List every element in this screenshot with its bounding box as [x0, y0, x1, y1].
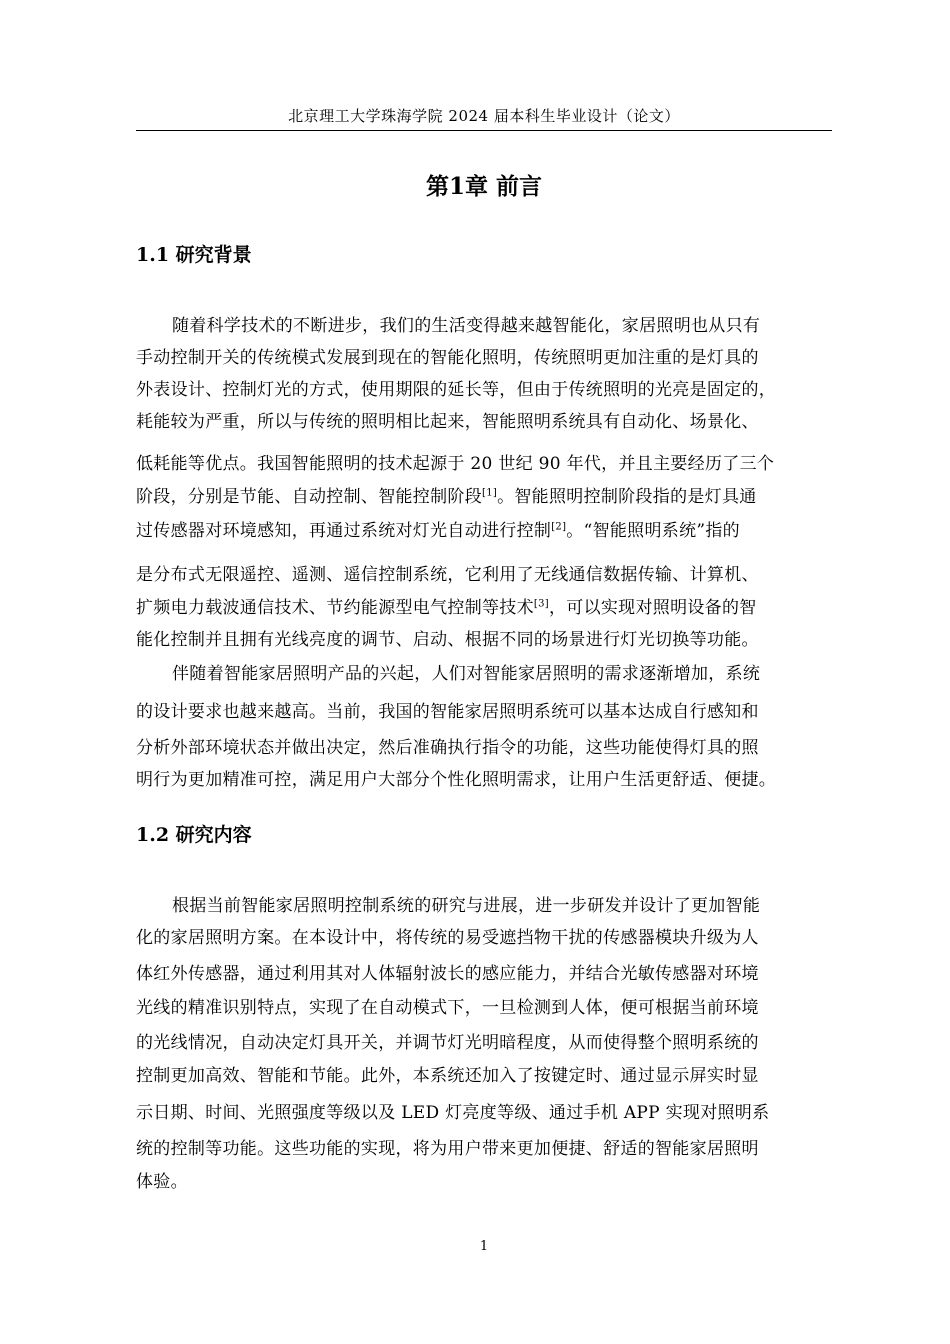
- text-segment: 。“智能照明系统”指的: [566, 521, 740, 541]
- text-line: 伴随着智能家居照明产品的兴起，人们对智能家居照明的需求逐渐增加，系统: [172, 664, 761, 684]
- text-line: [136, 485, 832, 509]
- text-line: 随着科学技术的不断进步，我们的生活变得越来越智能化，家居照明也从只有: [172, 316, 761, 336]
- text-line: 是分布式无限遥控、遥测、遥信控制系统，它利用了无线通信数据传输、计算机、: [136, 565, 759, 585]
- text-line: 体验。: [136, 1172, 188, 1192]
- text-line: 体红外传感器，通过利用其对人体辐射波长的感应能力，并结合光敏传感器对环境: [136, 964, 759, 984]
- text-line: 示日期、时间、光照强度等级以及 LED 灯亮度等级、通过手机 APP 实现对照明系: [136, 1103, 770, 1123]
- text-line: 明行为更加精准可控，满足用户大部分个性化照明需求，让用户生活更舒适、便捷。: [136, 770, 777, 790]
- text-line: 耗能较为严重，所以与传统的照明相比起来，智能照明系统具有自动化、场景化、: [136, 412, 759, 432]
- text-segment: ，可以实现对照明设备的智: [548, 598, 757, 618]
- text-line: 手动控制开关的传统模式发展到现在的智能化照明，传统照明更加注重的是灯具的: [136, 348, 759, 368]
- text-line: 化的家居照明方案。在本设计中，将传统的易受遮挡物干扰的传感器模块升级为人: [136, 928, 759, 948]
- text-line: 的设计要求也越来越高。当前，我国的智能家居照明系统可以基本达成自行感知和: [136, 702, 759, 722]
- text-line: 根据当前智能家居照明控制系统的研究与进展，进一步研发并设计了更加智能: [172, 896, 761, 916]
- text-segment: 阶段，分别是节能、自动控制、智能控制阶段: [136, 487, 482, 507]
- citation-1: [1]: [482, 487, 498, 499]
- text-line: [136, 519, 832, 543]
- text-segment: 过传感器对环境感知，再通过系统对灯光自动进行控制: [136, 521, 552, 541]
- header-divider: [136, 130, 832, 131]
- text-line: 统的控制等功能。这些功能的实现，将为用户带来更加便捷、舒适的智能家居照明: [136, 1139, 759, 1159]
- text-line: 的光线情况，自动决定灯具开关，并调节灯光明暗程度，从而使得整个照明系统的: [136, 1033, 759, 1053]
- text-line: 分析外部环境状态并做出决定，然后准确执行指令的功能，这些功能使得灯具的照: [136, 738, 759, 758]
- citation-2: [2]: [551, 521, 567, 533]
- text-segment: 扩频电力载波通信技术、节约能源型电气控制等技术: [136, 598, 534, 618]
- text-segment: 。智能照明控制阶段指的是灯具通: [497, 487, 757, 507]
- running-header: 北京理工大学珠海学院 2024 届本科生毕业设计（论文）: [288, 107, 680, 125]
- section-heading-1-2: 1.2 研究内容: [136, 824, 252, 846]
- text-line: 低耗能等优点。我国智能照明的技术起源于 20 世纪 90 年代，并且主要经历了三个: [136, 454, 775, 474]
- text-line: [136, 596, 832, 620]
- chapter-title: 第1章 前言: [425, 173, 542, 200]
- text-line: 控制更加高效、智能和节能。此外，本系统还加入了按键定时、通过显示屏实时显: [136, 1066, 759, 1086]
- text-line: 光线的精准识别特点，实现了在自动模式下，一旦检测到人体，便可根据当前环境: [136, 998, 759, 1018]
- text-line: 外表设计、控制灯光的方式，使用期限的延长等，但由于传统照明的光亮是固定的，: [136, 380, 777, 400]
- page-number: 1: [479, 1239, 489, 1254]
- section-heading-1-1: 1.1 研究背景: [136, 244, 252, 266]
- text-line: 能化控制并且拥有光线亮度的调节、启动、根据不同的场景进行灯光切换等功能。: [136, 630, 759, 650]
- citation-3: [3]: [533, 598, 549, 610]
